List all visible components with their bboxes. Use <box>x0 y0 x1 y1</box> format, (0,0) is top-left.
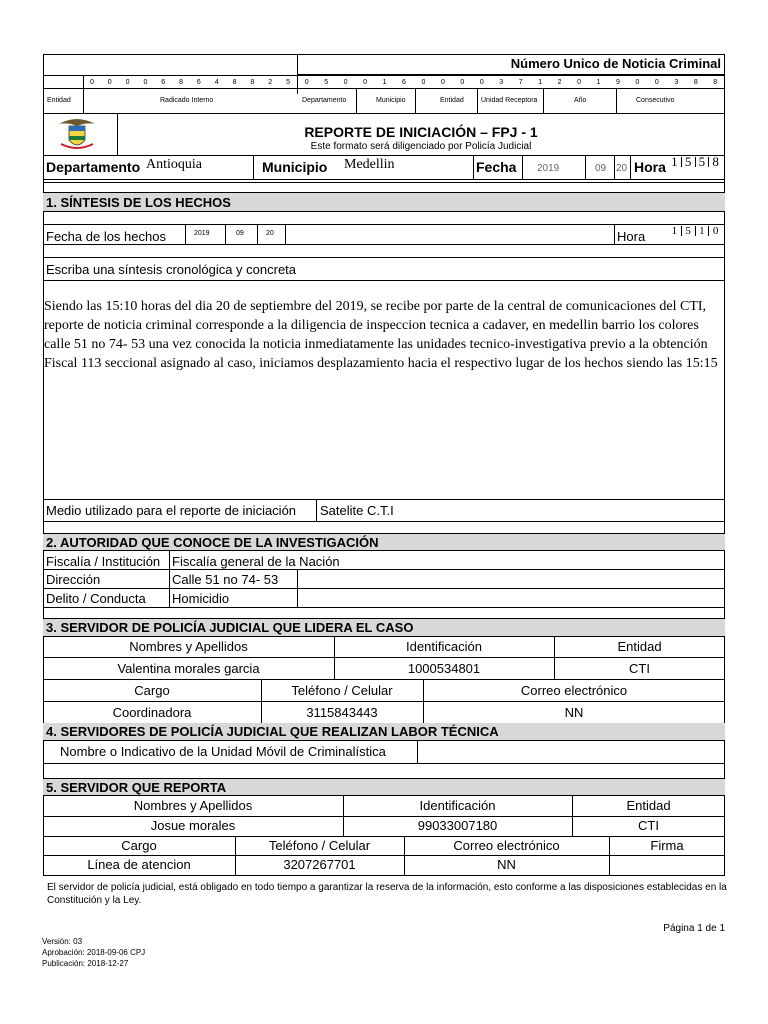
version: Versión: 03 <box>42 937 83 946</box>
nunc-title-cell <box>297 54 725 75</box>
departamento-label: Departamento <box>46 159 141 175</box>
s3-header-cargo: Cargo <box>134 683 170 698</box>
nunc-digit: 1 <box>382 79 387 86</box>
nunc-digit: 8 <box>713 79 718 86</box>
hechos-hora-digits[interactable] <box>668 226 722 236</box>
hora-digits[interactable] <box>668 154 722 169</box>
direccion-value[interactable]: Calle 51 no 74- 53 <box>172 572 279 587</box>
nunc-digit: 9 <box>616 79 620 86</box>
hora-digit: 5 <box>696 157 710 167</box>
s3-header-nombres: Nombres y Apellidos <box>129 639 248 654</box>
label-entidad2: Entidad <box>440 97 464 104</box>
section1-title: 1. SÍNTESIS DE LOS HECHOS <box>46 195 231 210</box>
s3-ident[interactable]: 1000534801 <box>407 661 481 676</box>
sintesis-prompt: Escriba una síntesis cronológica y concreta <box>46 262 297 277</box>
municipio-label: Municipio <box>262 159 328 175</box>
radicado-digit: 0 <box>143 79 148 86</box>
nunc-digit: 0 <box>304 79 309 86</box>
s5-header-correo: Correo electrónico <box>453 838 560 853</box>
hora-label: Hora <box>634 159 666 175</box>
section3-header <box>43 618 725 637</box>
s5-header-tel: Teléfono / Celular <box>268 838 371 853</box>
section2-title: 2. AUTORIDAD QUE CONOCE DE LA INVESTIGACIÓN <box>46 535 379 550</box>
section5-header <box>43 778 725 796</box>
hechos-hora-digit: 1 <box>696 226 710 236</box>
nunc-digit: 3 <box>499 79 504 86</box>
s3-nombre[interactable]: Valentina morales garcia <box>117 661 260 676</box>
nunc-digit: 0 <box>635 79 640 86</box>
delito-value[interactable]: Homicidio <box>172 591 230 606</box>
nunc-digit: 0 <box>479 79 484 86</box>
municipio-value[interactable]: Medellin <box>344 157 395 172</box>
s3-header-correo: Correo electrónico <box>520 683 628 698</box>
radicado-digit: 8 <box>232 79 237 86</box>
nunc-digit: 5 <box>324 79 329 86</box>
colombia-shield-logo <box>55 116 99 152</box>
aprobacion: Aprobación: 2018-09-06 CPJ <box>42 948 146 957</box>
section3-title: 3. SERVIDOR DE POLICÍA JUDICIAL QUE LIDERA EL CASO <box>46 620 414 635</box>
hechos-hora-digit: 5 <box>682 226 696 236</box>
nunc-digit: 1 <box>538 79 543 86</box>
medio-label: Medio utilizado para el reporte de iniciación <box>46 503 297 518</box>
nunc-digit: 1 <box>596 79 601 86</box>
hechos-year[interactable]: 2019 <box>194 230 210 237</box>
s5-ident[interactable]: 99033007180 <box>417 818 498 833</box>
nunc-digits <box>297 78 725 88</box>
section4-title: 4. SERVIDORES DE POLICÍA JUDICIAL QUE REALIZAN LABOR TÉCNICA <box>46 724 499 739</box>
fecha-year[interactable]: 2019 <box>537 163 560 174</box>
section4-header <box>43 723 725 741</box>
s5-header-nombres: Nombres y Apellidos <box>133 798 253 813</box>
s3-correo[interactable]: NN <box>564 705 584 720</box>
s3-entidad[interactable]: CTI <box>629 661 650 676</box>
s3-header-ident: Identificación <box>406 639 482 654</box>
nunc-digit: 0 <box>577 79 582 86</box>
nunc-digit: 0 <box>654 79 659 86</box>
radicado-digits <box>83 78 297 88</box>
form-subtitle: Este formato será diligenciado por Policía Judicial <box>310 141 532 152</box>
nunc-digit: 0 <box>421 79 426 86</box>
hechos-hora-label: Hora <box>617 229 646 244</box>
s5-nombre[interactable]: Josue morales <box>150 818 236 833</box>
label-departamento: Departamento <box>302 97 347 104</box>
hechos-month[interactable]: 09 <box>236 230 244 237</box>
nunc-digit: 0 <box>363 79 368 86</box>
departamento-value[interactable]: Antioquia <box>146 157 202 172</box>
unidad-movil-label: Nombre o Indicativo de la Unidad Móvil de Criminalística <box>60 744 386 759</box>
s5-header-firma: Firma <box>650 838 684 853</box>
fiscalia-label: Fiscalía / Institución <box>46 554 161 569</box>
label-radicado: Radicado Interno <box>160 97 214 104</box>
radicado-digit: 4 <box>214 79 219 86</box>
nunc-digit: 0 <box>440 79 445 86</box>
radicado-digit: 8 <box>250 79 255 86</box>
nunc-digit: 8 <box>693 79 698 86</box>
nunc-digit: 2 <box>557 79 562 86</box>
s5-correo[interactable]: NN <box>497 857 516 872</box>
direccion-label: Dirección <box>46 572 101 587</box>
fecha-hechos-label: Fecha de los hechos <box>46 229 166 244</box>
nunc-digit: 7 <box>518 79 523 86</box>
s5-cargo[interactable]: Línea de atencion <box>87 857 191 872</box>
radicado-digit: 8 <box>179 79 183 86</box>
hechos-hora-digit: 0 <box>712 225 719 237</box>
s3-header-entidad: Entidad <box>617 639 662 654</box>
s5-firma-field[interactable] <box>609 856 725 875</box>
hora-digit: 1 <box>668 157 682 167</box>
delito-label: Delito / Conducta <box>46 591 146 606</box>
radicado-digit: 6 <box>161 79 166 86</box>
label-anio: Año <box>574 97 587 104</box>
label-unidad: Unidad Receptora <box>481 97 538 104</box>
s5-header-ident: Identificación <box>419 798 496 813</box>
label-municipio: Municipio <box>376 97 406 104</box>
s3-tel[interactable]: 3115843443 <box>306 705 378 720</box>
sintesis-narrative[interactable]: Siendo las 15:10 horas del dia 20 de septiembre del 2019, se recibe por parte de la central de comunicaciones del CTI, reporte de noticia criminal corresponde a la diligencia de inspeccion tecnica a cadaver, en medellin barrio los colores calle 51 no 74- 53 una vez conocida la noticia inmediatamente las unidades tecnico-investigativa previo a la obtención Fiscal 113 seccional asignado al caso, iniciamos desplazamiento hacia el respectivo lugar de los hechos siendo las 15:15 <box>44 299 718 371</box>
radicado-digit: 2 <box>268 79 273 86</box>
page-number: Página 1 de 1 <box>663 923 725 934</box>
radicado-digit: 6 <box>196 79 201 86</box>
fiscalia-value[interactable]: Fiscalía general de la Nación <box>172 554 340 569</box>
s3-header-tel: Teléfono / Celular <box>291 683 393 698</box>
radicado-digit: 0 <box>125 79 130 86</box>
radicado-digit: 5 <box>286 79 290 86</box>
radicado-digit: 0 <box>107 79 112 86</box>
nunc-digit: 0 <box>343 79 348 86</box>
nunc-title: Número Unico de Noticia Criminal <box>510 56 721 71</box>
hechos-day[interactable]: 20 <box>266 230 274 237</box>
fecha-month[interactable]: 09 <box>595 163 607 174</box>
hechos-hora-digit: 1 <box>668 226 682 236</box>
fecha-day[interactable]: 20 <box>616 163 628 174</box>
publicacion: Publicación: 2018-12-27 <box>42 959 129 968</box>
nunc-digit: 0 <box>460 79 465 86</box>
nunc-digit: 6 <box>402 79 406 86</box>
hora-digit: 8 <box>712 154 719 169</box>
section2-header <box>43 533 725 551</box>
s5-header-entidad: Entidad <box>626 798 671 813</box>
nunc-digit: 3 <box>674 79 679 86</box>
form-title: REPORTE DE INICIACIÓN – FPJ - 1 <box>304 124 538 140</box>
hora-digit: 5 <box>682 157 696 167</box>
section1-header <box>43 192 725 212</box>
label-entidad: Entidad <box>47 97 71 104</box>
s5-tel[interactable]: 3207267701 <box>283 857 356 872</box>
fecha-label: Fecha <box>476 159 517 175</box>
s3-cargo[interactable]: Coordinadora <box>112 705 192 720</box>
medio-value[interactable]: Satelite C.T.I <box>320 503 394 518</box>
s5-header-cargo: Cargo <box>121 838 157 853</box>
s5-entidad[interactable]: CTI <box>638 818 659 833</box>
label-consecutivo: Consecutivo <box>636 97 675 104</box>
section5-title: 5. SERVIDOR QUE REPORTA <box>46 780 227 795</box>
radicado-digit: 0 <box>89 79 94 86</box>
reserva-notice: El servidor de policía judicial, está obligado en todo tiempo a garantizar la reserva de la información, esto conforme a las disposiciones establecidas en la Constitución y la Ley. <box>47 882 727 906</box>
